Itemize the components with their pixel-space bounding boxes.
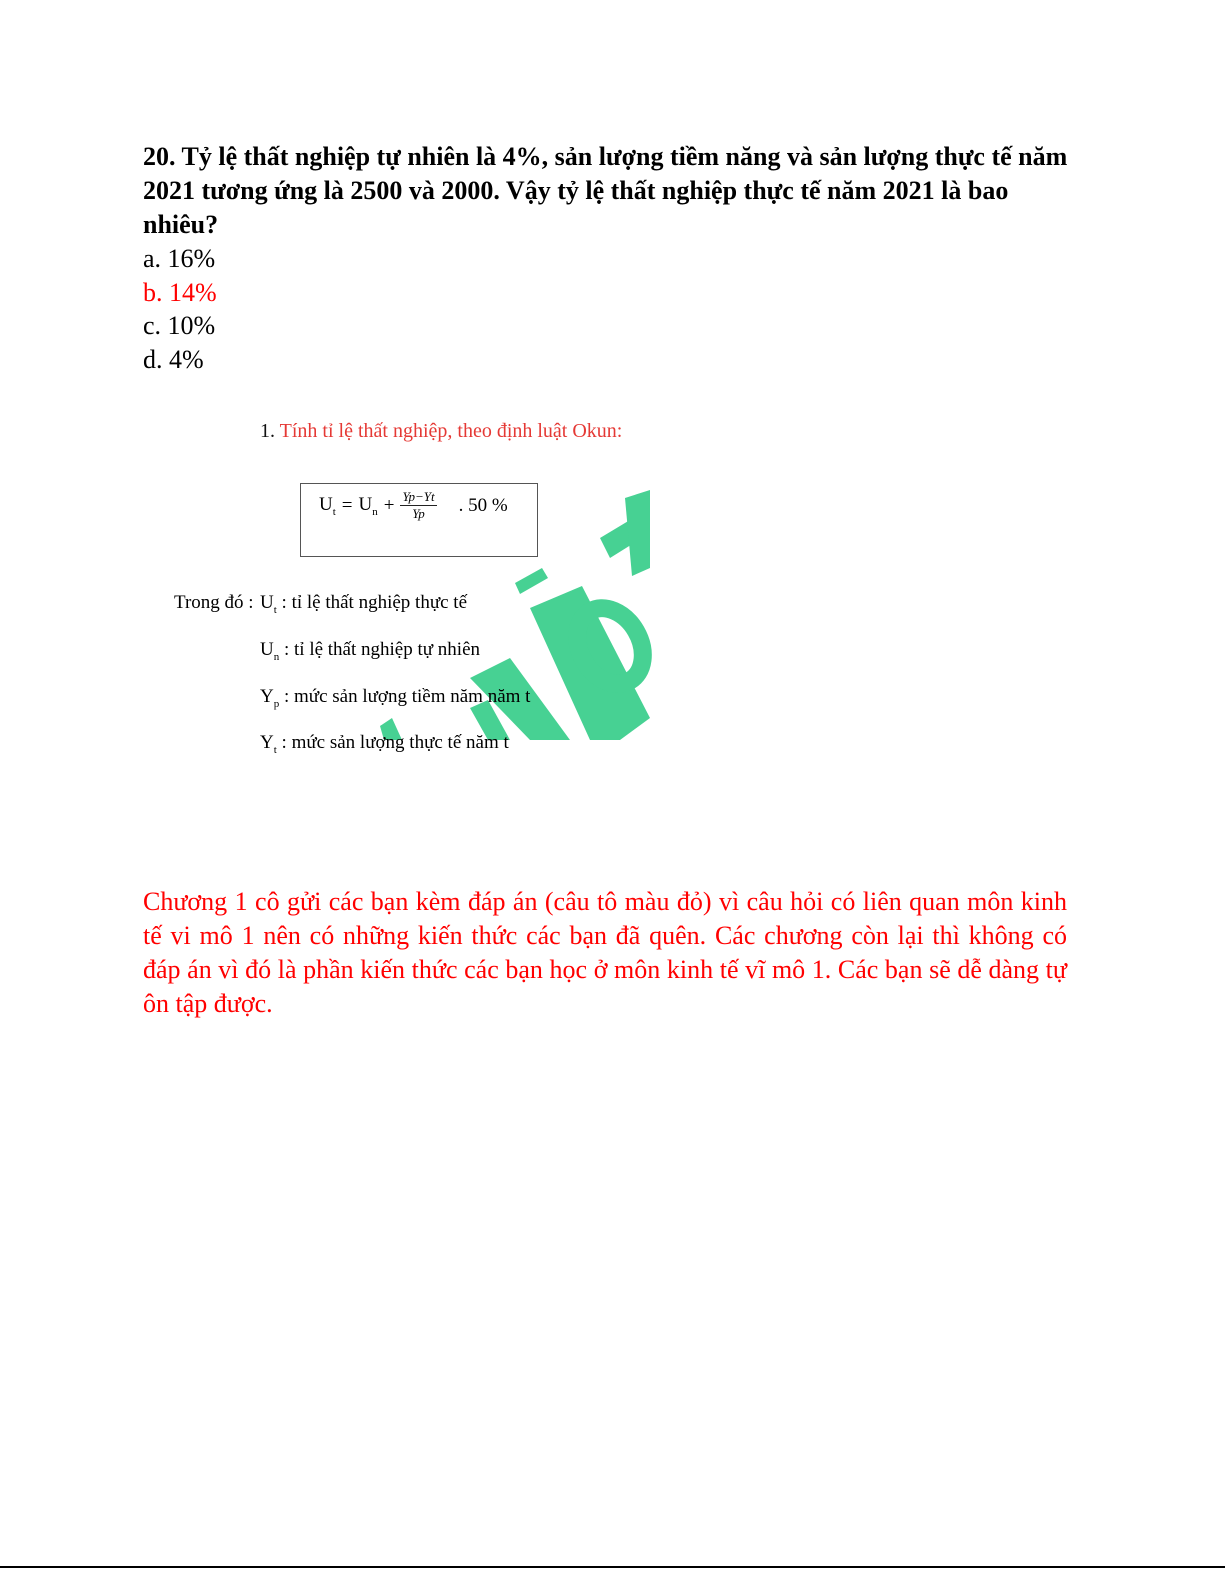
formula-equals: = xyxy=(341,494,353,516)
legend-row: $Y_t$ : mức sản lượng thực tế năm t xyxy=(260,732,509,757)
formula-fraction xyxy=(400,489,436,522)
legend-lead: Trong đó : xyxy=(174,592,254,613)
legend-row: $U_n$ : tỉ lệ thất nghiệp tự nhiên xyxy=(260,638,481,663)
solution-heading-text: Tính tỉ lệ thất nghiệp, theo định luật Okun: xyxy=(279,420,623,442)
legend-row: Trong đó : $U_t$ : tỉ lệ thất nghiệp thực tế xyxy=(174,583,530,630)
formula-ut: $U_t$ xyxy=(319,493,336,518)
legend-row: $Y_p$ : mức sản lượng tiềm năm năm t xyxy=(260,685,531,710)
teacher-note: Chương 1 cô gửi các bạn kèm đáp án (câu tô màu đỏ) vì câu hỏi có liên quan môn kinh tế vi mô 1 nên có những kiến thức các bạn đã quên. Các chương còn lại thì không có đáp án vì đó là phần kiến thức các bạn học ở môn kinh tế vĩ mô 1. Các bạn sẽ dễ dàng tự ôn tập được. xyxy=(143,887,1067,1018)
option-c: c. 10% xyxy=(143,311,216,340)
formula-multiplier: . 50 % xyxy=(458,494,508,516)
option-b-correct: b. 14% xyxy=(143,277,217,307)
option-a: a. 16% xyxy=(143,244,216,273)
formula-plus: + xyxy=(383,494,395,516)
okun-formula-box xyxy=(300,483,538,557)
formula-legend xyxy=(174,583,530,770)
formula-un: $U_n$ xyxy=(358,493,378,518)
solution-heading-number: 1. xyxy=(260,420,275,442)
page-bottom-divider xyxy=(0,1566,1225,1568)
option-d: d. 4% xyxy=(143,344,204,374)
answer-options xyxy=(143,242,217,376)
solution-heading xyxy=(260,420,622,443)
fraction-denominator: Yp xyxy=(412,506,425,521)
okun-formula xyxy=(319,489,508,522)
question-text: 20. Tỷ lệ thất nghiệp tự nhiên là 4%, sản lượng tiềm năng và sản lượng thực tế năm 2021 tương ứng là 2500 và 2000. Vậy tỷ lệ thất nghiệp thực tế năm 2021 là bao nhiêu? xyxy=(143,142,1068,239)
fraction-numerator: Yp−Yt xyxy=(402,489,435,504)
solution-image xyxy=(170,418,650,757)
